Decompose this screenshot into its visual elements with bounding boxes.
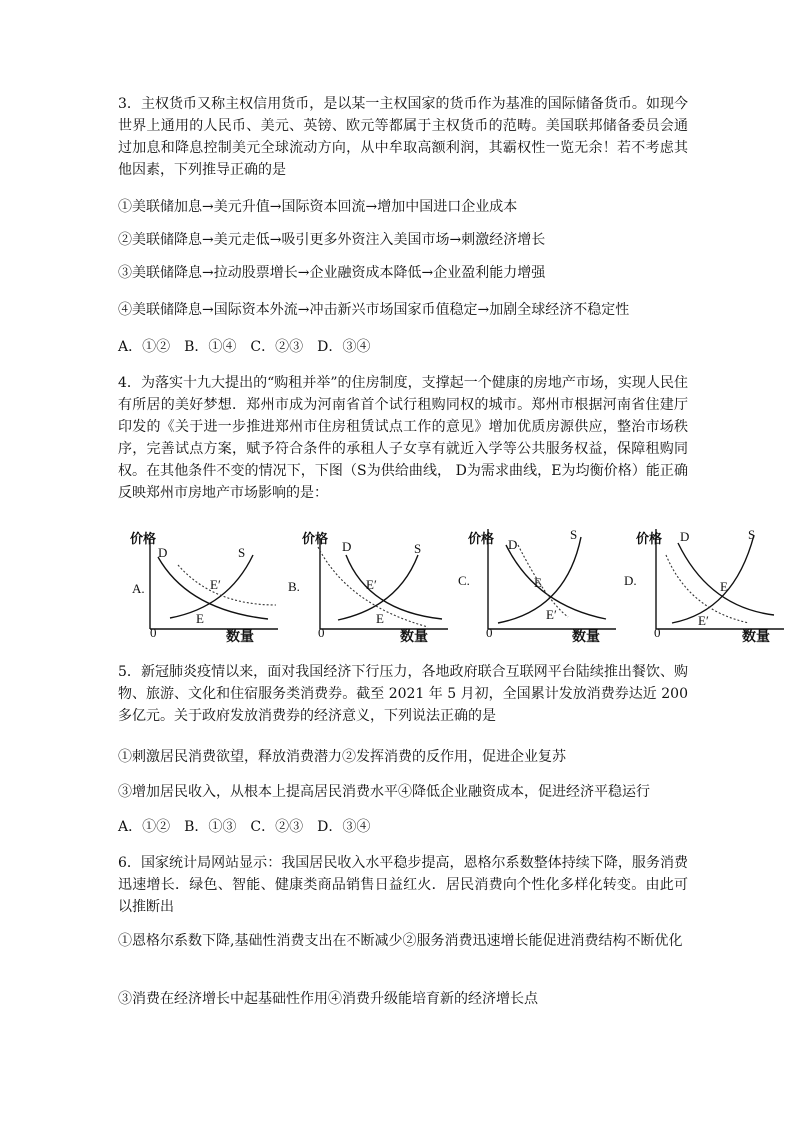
demand-curve <box>346 555 442 619</box>
quantity-label: 数量 <box>400 629 428 645</box>
demand-label: D <box>158 545 168 560</box>
quantity-label: 数量 <box>226 629 254 645</box>
graph-a <box>118 515 278 645</box>
supply-label: S <box>414 541 422 556</box>
graph-d <box>624 515 784 645</box>
eq-label: E <box>196 611 204 626</box>
price-label: 价格 <box>302 532 329 547</box>
supply-label: S <box>570 527 578 542</box>
q3-item-4: ④美联储降息→国际资本外流→冲击新兴市场国家币值稳定→加剧全球经济不稳定性 <box>118 302 630 318</box>
eq-new-label: E′ <box>366 577 377 592</box>
eq-new-label: E′ <box>698 613 709 628</box>
supply-label: S <box>238 545 246 560</box>
origin-label: 0 <box>150 625 157 640</box>
demand-label: D <box>680 529 690 544</box>
price-label: 价格 <box>468 532 495 547</box>
option-letter: C. <box>458 573 470 588</box>
q3-options: A．①② B．①④ C．②③ D．③④ <box>118 339 371 355</box>
option-letter: B. <box>288 579 300 594</box>
price-label: 价格 <box>636 532 663 547</box>
graph-b <box>288 515 448 645</box>
q5-item-1: ①刺激居民消费欲望，释放消费潜力②发挥消费的反作用，促进企业复苏 <box>118 749 566 765</box>
option-letter: D. <box>624 573 637 588</box>
graph-c <box>456 515 616 645</box>
price-label: 价格 <box>130 532 157 547</box>
q6-item-1: ①恩格尔系数下降,基础性消费支出在不断减少②服务消费迅速增长能促进消费结构不断优化 <box>118 933 683 949</box>
shifted-demand-curve <box>178 565 276 605</box>
q3-item-2: ②美联储降息→美元走低→吸引更多外资注入美国市场→刺激经济增长 <box>118 232 546 248</box>
quantity-label: 数量 <box>742 629 770 645</box>
eq-label: E <box>720 579 728 594</box>
demand-label: D <box>508 537 518 552</box>
q5-stem: 5．新冠肺炎疫情以来，面对我国经济下行压力，各地政府联合互联网平台陆续推出餐饮、购物、旅游、文化和住宿服务类消费券。截至 2021 年 5 月初，全国累计发放消费券达近 200 多亿元。关于政府发放消费券的经济意义，下列说法正确的是 <box>118 664 688 724</box>
origin-label: 0 <box>318 625 325 640</box>
option-letter: A. <box>132 581 145 596</box>
eq-label: E <box>534 575 542 590</box>
q6-item-2: ③消费在经济增长中起基础性作用④消费升级能培育新的经济增长点 <box>118 991 538 1007</box>
q3-item-1: ①美联储加息→美元升值→国际资本回流→增加中国进口企业成本 <box>118 199 518 215</box>
q5-options: A．①② B．①③ C．②③ D．③④ <box>118 819 371 835</box>
eq-label: E <box>376 611 384 626</box>
origin-label: 0 <box>654 625 661 640</box>
q3-stem: 3．主权货币又称主权信用货币，是以某一主权国家的货币作为基准的国际储备货币。如现今世界上通用的人民币、美元、英镑、欧元等都属于主权货币的范畴。美国联邦储备委员会通过加息和降息控制美元全球流动方向，从中牟取高额利润，其霸权性一览无余！若不考虑其他因素，下列推导正确的是 <box>118 96 688 178</box>
shifted-curve <box>518 545 568 617</box>
q6-stem: 6．国家统计局网站显示：我国居民收入水平稳步提高，恩格尔系数整体持续下降，服务消费迅速增长．绿色、智能、健康类商品销售日益红火．居民消费向个性化多样化转变。由此可以推断出 <box>118 855 688 915</box>
q5-item-2: ③增加居民收入，从根本上提高居民消费水平④降低企业融资成本，促进经济平稳运行 <box>118 784 650 800</box>
quantity-label: 数量 <box>572 629 600 645</box>
eq-new-label: E′ <box>210 577 221 592</box>
origin-label: 0 <box>486 625 493 640</box>
demand-label: D <box>342 539 352 554</box>
supply-label: S <box>748 527 756 542</box>
eq-new-label: E′ <box>546 607 557 622</box>
q4-stem: 4．为落实十九大提出的“购租并举”的住房制度，支撑起一个健康的房地产市场，实现人民住有所居的美好梦想．郑州市成为河南省首个试行租购同权的城市。郑州市根据河南省住建厅印发的《关于进一步推进郑州市住房租赁试点工作的意见》增加优质房源供应，整治市场秩序，完善试点方案，赋予符合条件的承租人子女享有就近入学等公共服务权益，保障租购同权。在其他条件不变的情况下，下图（S为供给曲线， D为需求曲线，E为均衡价格）能正确反映郑州市房地产市场影响的是： <box>118 375 688 501</box>
q3-item-3: ③美联储降息→拉动股票增长→企业融资成本降低→企业盈利能力增强 <box>118 265 546 281</box>
